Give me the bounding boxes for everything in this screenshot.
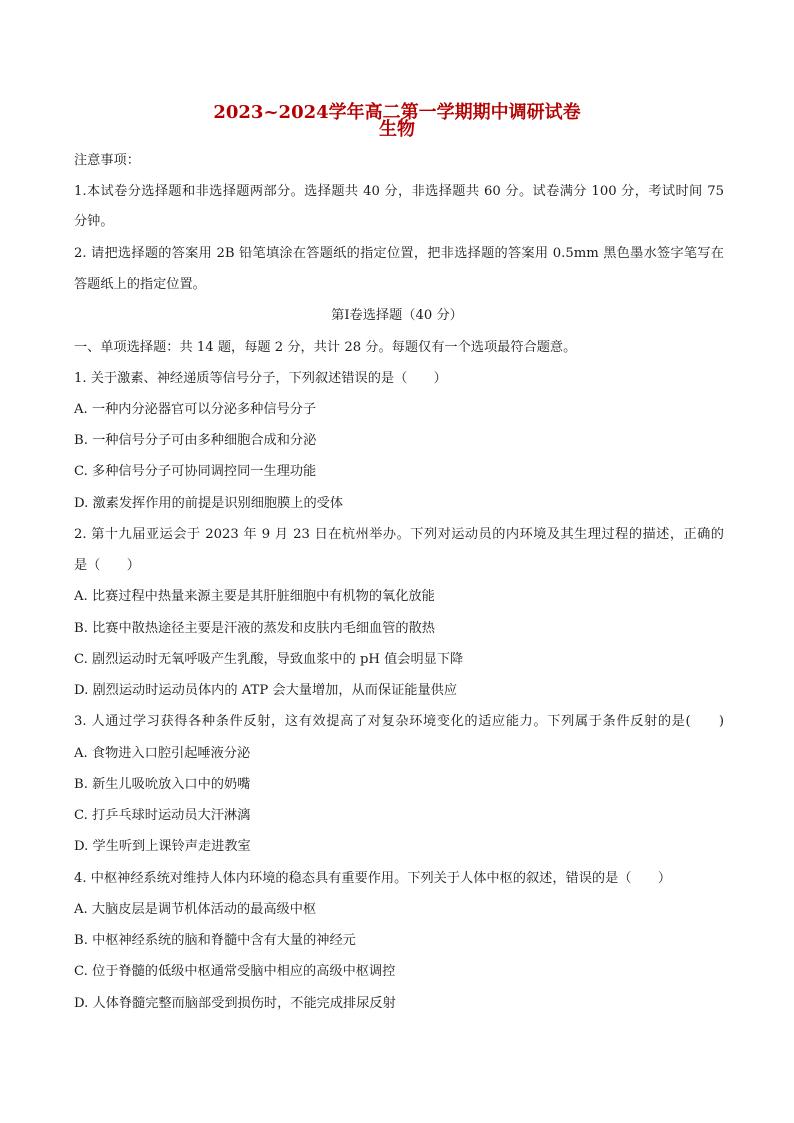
subject-title: 生物 bbox=[379, 119, 415, 140]
question-option: D. 激素发挥作用的前提是识别细胞膜上的受体 bbox=[74, 496, 344, 511]
exam-title: 2023~2024学年高二第一学期期中调研试卷 bbox=[213, 102, 581, 123]
question-option: B. 比赛中散热途径主要是汗液的蒸发和皮肤内毛细血管的散热 bbox=[74, 621, 435, 636]
notes-heading: 注意事项： bbox=[74, 153, 140, 168]
question-option: D. 人体脊髓完整而脑部受到损伤时，不能完成排尿反射 bbox=[74, 996, 396, 1011]
question-option: D. 剧烈运动时运动员体内的 ATP 会大量增加，从而保证能量供应 bbox=[74, 683, 458, 698]
question-stem: 1. 关于激素、神经递质等信号分子，下列叙述错误的是（ ） bbox=[74, 371, 447, 386]
question-option: A. 大脑皮层是调节机体活动的最高级中枢 bbox=[74, 902, 317, 917]
question-stem: 3. 人通过学习获得各种条件反射，这有效提高了对复杂环境变化的适应能力。下列属于条件反射的是( ) bbox=[74, 714, 724, 729]
section-title: 第Ⅰ卷选择题（40 分） bbox=[331, 308, 463, 323]
section-instructions: 一、单项选择题：共 14 题，每题 2 分，共计 28 分。每题仅有一个选项最符合题意。 bbox=[74, 340, 577, 355]
question-stem-continued: 是（ ） bbox=[74, 558, 140, 573]
question-option: C. 多种信号分子可协同调控同一生理功能 bbox=[74, 464, 317, 479]
question-stem: 4. 中枢神经系统对维持人体内环境的稳态具有重要作用。下列关于人体中枢的叙述，错误的是（ ） bbox=[74, 871, 672, 886]
question-option: A. 一种内分泌器官可以分泌多种信号分子 bbox=[74, 402, 317, 417]
note-item-1-line-1: 1.本试卷分选择题和非选择题两部分。选择题共 40 分，非选择题共 60 分。试卷满分 100 分，考试时间 75 bbox=[74, 184, 724, 199]
question-option: B. 中枢神经系统的脑和脊髓中含有大量的神经元 bbox=[74, 933, 356, 948]
question-option: A. 食物进入口腔引起唾液分泌 bbox=[74, 746, 251, 761]
question-option: C. 打乒乓球时运动员大汗淋漓 bbox=[74, 808, 251, 823]
question-option: D. 学生听到上课铃声走进教室 bbox=[74, 839, 251, 854]
question-stem: 2. 第十九届亚运会于 2023 年 9 月 23 日在杭州举办。下列对运动员的内环境及其生理过程的描述，正确的 bbox=[74, 527, 724, 542]
question-option: B. 新生儿吸吮放入口中的奶嘴 bbox=[74, 777, 251, 792]
note-item-2-line-1: 2. 请把选择题的答案用 2B 铅笔填涂在答题纸的指定位置，把非选择题的答案用 0.5mm 黑色墨水签字笔写在 bbox=[74, 246, 724, 261]
question-option: B. 一种信号分子可由多种细胞合成和分泌 bbox=[74, 433, 317, 448]
question-option: C. 位于脊髓的低级中枢通常受脑中相应的高级中枢调控 bbox=[74, 964, 396, 979]
note-item-1-line-2: 分钟。 bbox=[74, 214, 114, 229]
question-option: A. 比赛过程中热量来源主要是其肝脏细胞中有机物的氧化放能 bbox=[74, 589, 435, 604]
question-option: C. 剧烈运动时无氧呼吸产生乳酸，导致血浆中的 pH 值会明显下降 bbox=[74, 652, 464, 667]
note-item-2-line-2: 答题纸上的指定位置。 bbox=[74, 277, 206, 292]
